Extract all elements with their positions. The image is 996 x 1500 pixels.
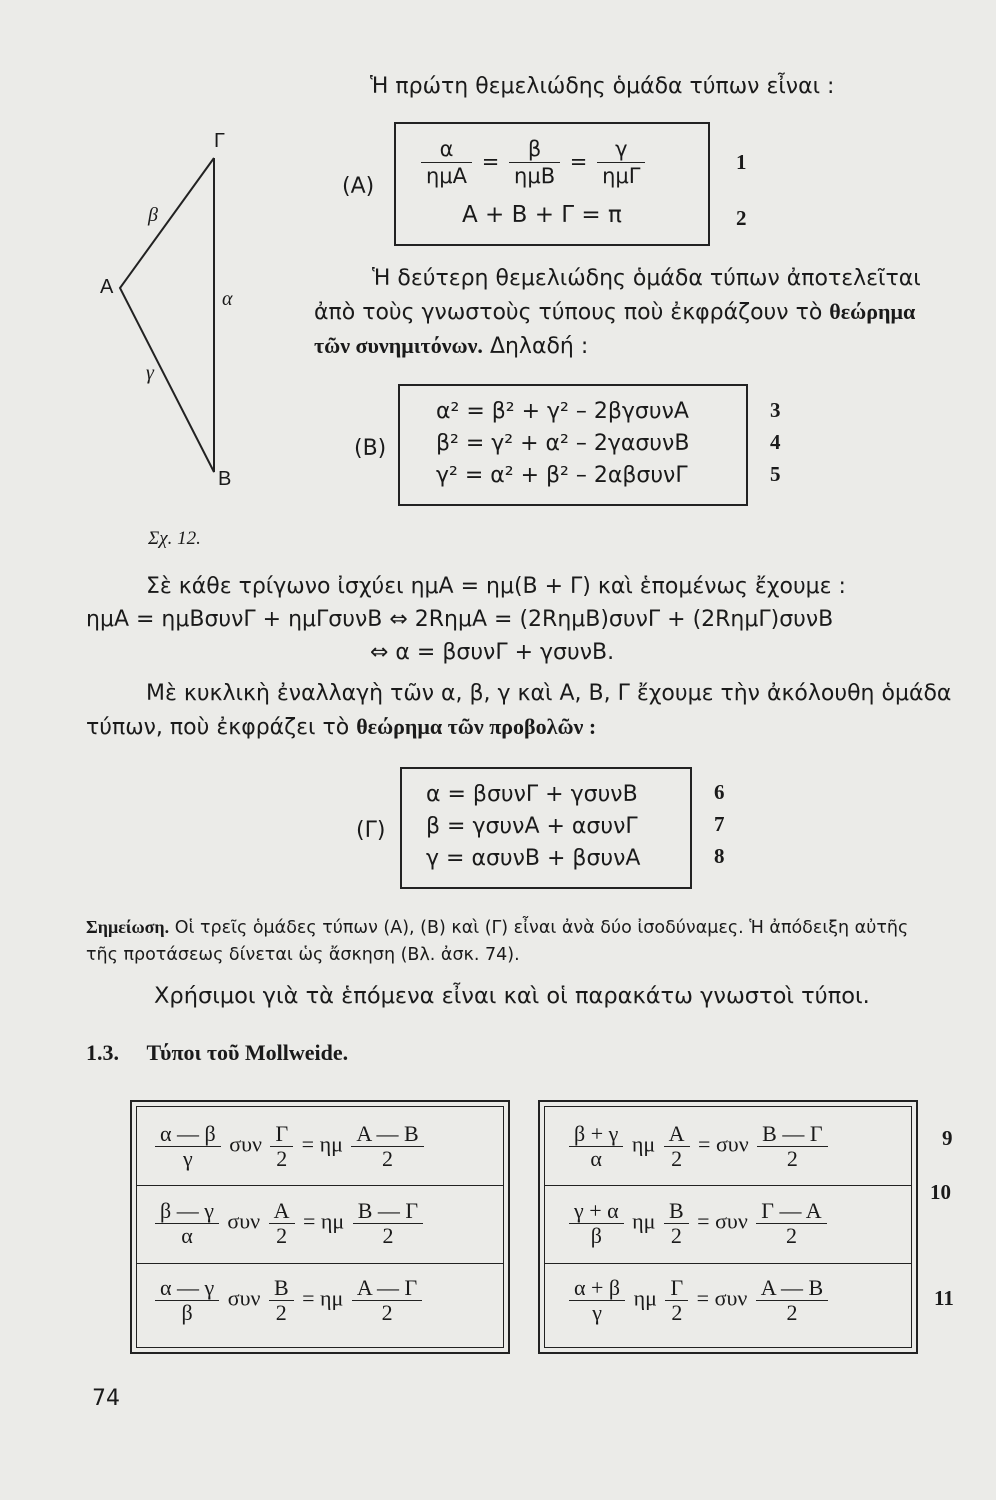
cosine-eq-3: α² = β² + γ² – 2βγσυνΑ <box>436 399 689 424</box>
mollweide-eq-left-1 <box>152 1122 427 1171</box>
derivation <box>86 570 956 669</box>
derivation-line3: ⇔ α = βσυνΓ + γσυνΒ. <box>370 640 615 665</box>
eq-sign-1: = <box>481 149 500 174</box>
group-a-label: (Α) <box>342 174 375 199</box>
mw-r3-func: ημ <box>633 1285 657 1311</box>
projection-eq-6: α = βσυνΓ + γσυνΒ <box>426 782 638 807</box>
mollweide-eq-right-2 <box>566 1199 830 1248</box>
row-divider <box>137 1263 503 1264</box>
frac-a-num: α <box>439 137 454 161</box>
row-divider <box>137 1185 503 1186</box>
mw-r1-d2: 2 <box>664 1146 690 1171</box>
frac-b-den: ημΒ <box>509 162 560 189</box>
note-line1-text: Οἱ τρεῖς ὁμάδες τύπων (Α), (Β) καὶ (Γ) εἶναι ἀνὰ δύο ἰσοδύναμες. Ἡ ἀπόδειξη αὐτῆς <box>174 918 909 938</box>
mw-l2-n1: β — γ <box>160 1198 214 1223</box>
group-a-box <box>394 122 710 246</box>
intro-second-line3-text: Δηλαδή : <box>489 334 589 359</box>
intro-second-line1: Ἡ δεύτερη θεμελιώδης ὁμάδα τύπων ἀποτελεῖται <box>372 266 921 291</box>
mw-r3-rhs: = συν <box>696 1285 748 1311</box>
side-gamma: γ <box>146 362 154 384</box>
intro-second-line2-text: ἀπὸ τοὺς γνωστοὺς τύπους ποὺ ἐκφράζουν τὸ <box>314 300 823 325</box>
side-beta: β <box>148 204 158 226</box>
frac-c-num: γ <box>615 137 628 161</box>
eq-sign-2: = <box>569 149 588 174</box>
angle-sum: Α + Β + Γ = π <box>462 202 622 228</box>
mw-r2-d1: β <box>569 1223 624 1248</box>
eq-number-3: 3 <box>770 398 781 422</box>
mw-l1-n1: α — β <box>160 1121 216 1146</box>
mw-r2-func: ημ <box>632 1208 656 1234</box>
frac-b-num: β <box>527 137 542 161</box>
mw-r2-n2: Β <box>668 1198 684 1223</box>
eq-number-10: 10 <box>930 1180 951 1204</box>
intro-second-line3-bold: τῶν συνημιτόνων. <box>314 333 483 358</box>
mollweide-eq-left-3 <box>152 1276 425 1325</box>
mw-l3-n3: Α — Γ <box>356 1275 418 1300</box>
frac-c <box>597 136 645 189</box>
intro-second-line3 <box>314 329 950 363</box>
derivation-line2: ημΑ = ημΒσυνΓ + ημΓσυνΒ ⇔ 2RημΑ = (2RημΒ)συνΓ + (2RημΓ)συνΒ <box>86 607 834 632</box>
section-heading <box>86 1040 348 1066</box>
derivation-line1: Σὲ κάθε τρίγωνο ἰσχύει ημΑ = ημ(Β + Γ) καὶ ἑπομένως ἔχουμε : <box>146 574 846 599</box>
mw-r2-d3: 2 <box>756 1223 826 1248</box>
eq-number-4: 4 <box>770 430 781 454</box>
mw-l3-func: συν <box>227 1285 261 1311</box>
mw-l1-n2: Γ <box>275 1121 289 1146</box>
cosine-eq-4: β² = γ² + α² – 2γασυνΒ <box>436 431 690 456</box>
mw-r1-n2: Α <box>668 1121 685 1146</box>
eq-number-7: 7 <box>714 812 725 836</box>
cyclic-line2-bold: θεώρημα τῶν προβολῶν : <box>356 714 597 739</box>
mw-l2-d1: α <box>155 1223 219 1248</box>
cyclic-line2-text: τύπων, ποὺ ἐκφράζει τὸ <box>86 715 350 740</box>
group-b-label: (Β) <box>354 436 387 461</box>
cyclic-line2 <box>86 710 956 744</box>
law-of-sines <box>418 136 648 189</box>
mw-r3-d2: 2 <box>665 1300 688 1325</box>
frac-c-den: ημΓ <box>597 162 645 189</box>
eq-number-8: 8 <box>714 844 725 868</box>
frac-a-den: ημΑ <box>421 162 472 189</box>
mollweide-left-box <box>130 1100 510 1354</box>
mw-r3-d3: 2 <box>756 1300 828 1325</box>
mw-l3-rhs: = ημ <box>302 1285 344 1311</box>
eq-number-2: 2 <box>736 206 747 230</box>
group-b-box <box>398 384 748 506</box>
cyclic-paragraph <box>86 677 956 744</box>
intro-second <box>314 262 950 363</box>
intro-first: Ἡ πρώτη θεμελιώδης ὁμάδα τύπων εἶναι : <box>370 74 835 99</box>
mw-r3-d1: γ <box>569 1300 625 1325</box>
figure-caption: Σχ. 12. <box>148 528 201 549</box>
mw-r1-n1: β + γ <box>574 1121 619 1146</box>
vertex-alpha: Α <box>100 276 114 298</box>
mw-l3-d3: 2 <box>352 1300 422 1325</box>
projection-theorem <box>426 779 640 875</box>
mw-l2-n3: Β — Γ <box>357 1198 419 1223</box>
mw-l1-d2: 2 <box>270 1146 293 1171</box>
mw-r2-d2: 2 <box>664 1223 689 1248</box>
mw-l1-d1: γ <box>155 1146 221 1171</box>
mw-r3-n2: Γ <box>670 1275 684 1300</box>
law-of-cosines <box>436 396 689 492</box>
eq-number-1: 1 <box>736 150 747 174</box>
frac-b <box>509 136 560 189</box>
mw-l1-func: συν <box>229 1131 262 1157</box>
intro-second-line2-bold: θεώρημα <box>829 299 916 324</box>
side-alpha: α <box>222 288 233 310</box>
eq-number-9: 9 <box>942 1126 953 1150</box>
triangle-figure <box>90 130 250 510</box>
mw-r1-d3: 2 <box>757 1146 827 1171</box>
mw-r1-n3: Β — Γ <box>762 1121 823 1146</box>
mw-r2-rhs: = συν <box>697 1208 748 1234</box>
mollweide-eq-left-2 <box>152 1199 426 1248</box>
mw-l1-d3: 2 <box>351 1146 423 1171</box>
mw-l3-n2: Β <box>273 1275 289 1300</box>
mw-r2-n1: γ + α <box>574 1198 619 1223</box>
mw-r2-n3: Γ — Α <box>761 1198 822 1223</box>
useful-formulas-text: Χρήσιμοι γιὰ τὰ ἑπόμενα εἶναι καὶ οἱ παρακάτω γνωστοὶ τύποι. <box>154 983 870 1009</box>
mw-l1-rhs: = ημ <box>301 1131 343 1157</box>
cosine-eq-5: γ² = α² + β² – 2αβσυνΓ <box>436 463 688 488</box>
mw-r1-func: ημ <box>631 1131 656 1157</box>
mw-r1-d1: α <box>569 1146 623 1171</box>
note-label: Σημείωση. <box>86 917 170 937</box>
mw-r3-n1: α + β <box>574 1275 621 1300</box>
mw-l2-d2: 2 <box>269 1223 295 1248</box>
mw-r1-rhs: = συν <box>698 1131 749 1157</box>
mw-l3-n1: α — γ <box>160 1275 215 1300</box>
row-divider <box>545 1263 911 1264</box>
vertex-gamma: Γ <box>214 130 226 152</box>
mw-l3-d2: 2 <box>269 1300 294 1325</box>
note-line2: τῆς προτάσεως δίνεται ὡς ἄσκηση (Βλ. ἀσκ. 74). <box>86 945 520 965</box>
eq-number-6: 6 <box>714 780 725 804</box>
mollweide-eq-right-3 <box>566 1276 831 1325</box>
row-divider <box>545 1185 911 1186</box>
mw-l2-d3: 2 <box>353 1223 423 1248</box>
cyclic-line1: Μὲ κυκλικὴ ἐναλλαγὴ τῶν α, β, γ καὶ Α, Β, Γ ἔχουμε τὴν ἀκόλουθη ὁμάδα <box>146 681 952 706</box>
mw-l2-n2: Α <box>273 1198 290 1223</box>
section-title: Τύποι τοῦ Mollweide. <box>146 1040 349 1065</box>
projection-eq-7: β = γσυνΑ + ασυνΓ <box>426 814 638 839</box>
mollweide-right-box <box>538 1100 918 1354</box>
eq-number-11: 11 <box>934 1286 954 1310</box>
page-number: 74 <box>92 1386 120 1411</box>
section-number: 1.3. <box>86 1040 119 1065</box>
mw-l2-func: συν <box>227 1208 261 1234</box>
eq-number-5: 5 <box>770 462 781 486</box>
note-line1 <box>86 914 966 942</box>
triangle-lines <box>120 158 214 472</box>
note <box>86 914 966 969</box>
mollweide-eq-right-1 <box>566 1122 831 1171</box>
group-g-box <box>400 767 692 889</box>
vertex-beta: Β <box>218 468 232 490</box>
frac-a <box>421 136 472 189</box>
intro-second-line2 <box>314 295 950 329</box>
group-g-label: (Γ) <box>356 818 386 843</box>
projection-eq-8: γ = ασυνΒ + βσυνΑ <box>426 846 641 871</box>
mw-l3-d1: β <box>155 1300 219 1325</box>
mw-l1-n3: Α — Β <box>356 1121 419 1146</box>
mw-l2-rhs: = ημ <box>303 1208 345 1234</box>
mw-r3-n3: Α — Β <box>760 1275 824 1300</box>
